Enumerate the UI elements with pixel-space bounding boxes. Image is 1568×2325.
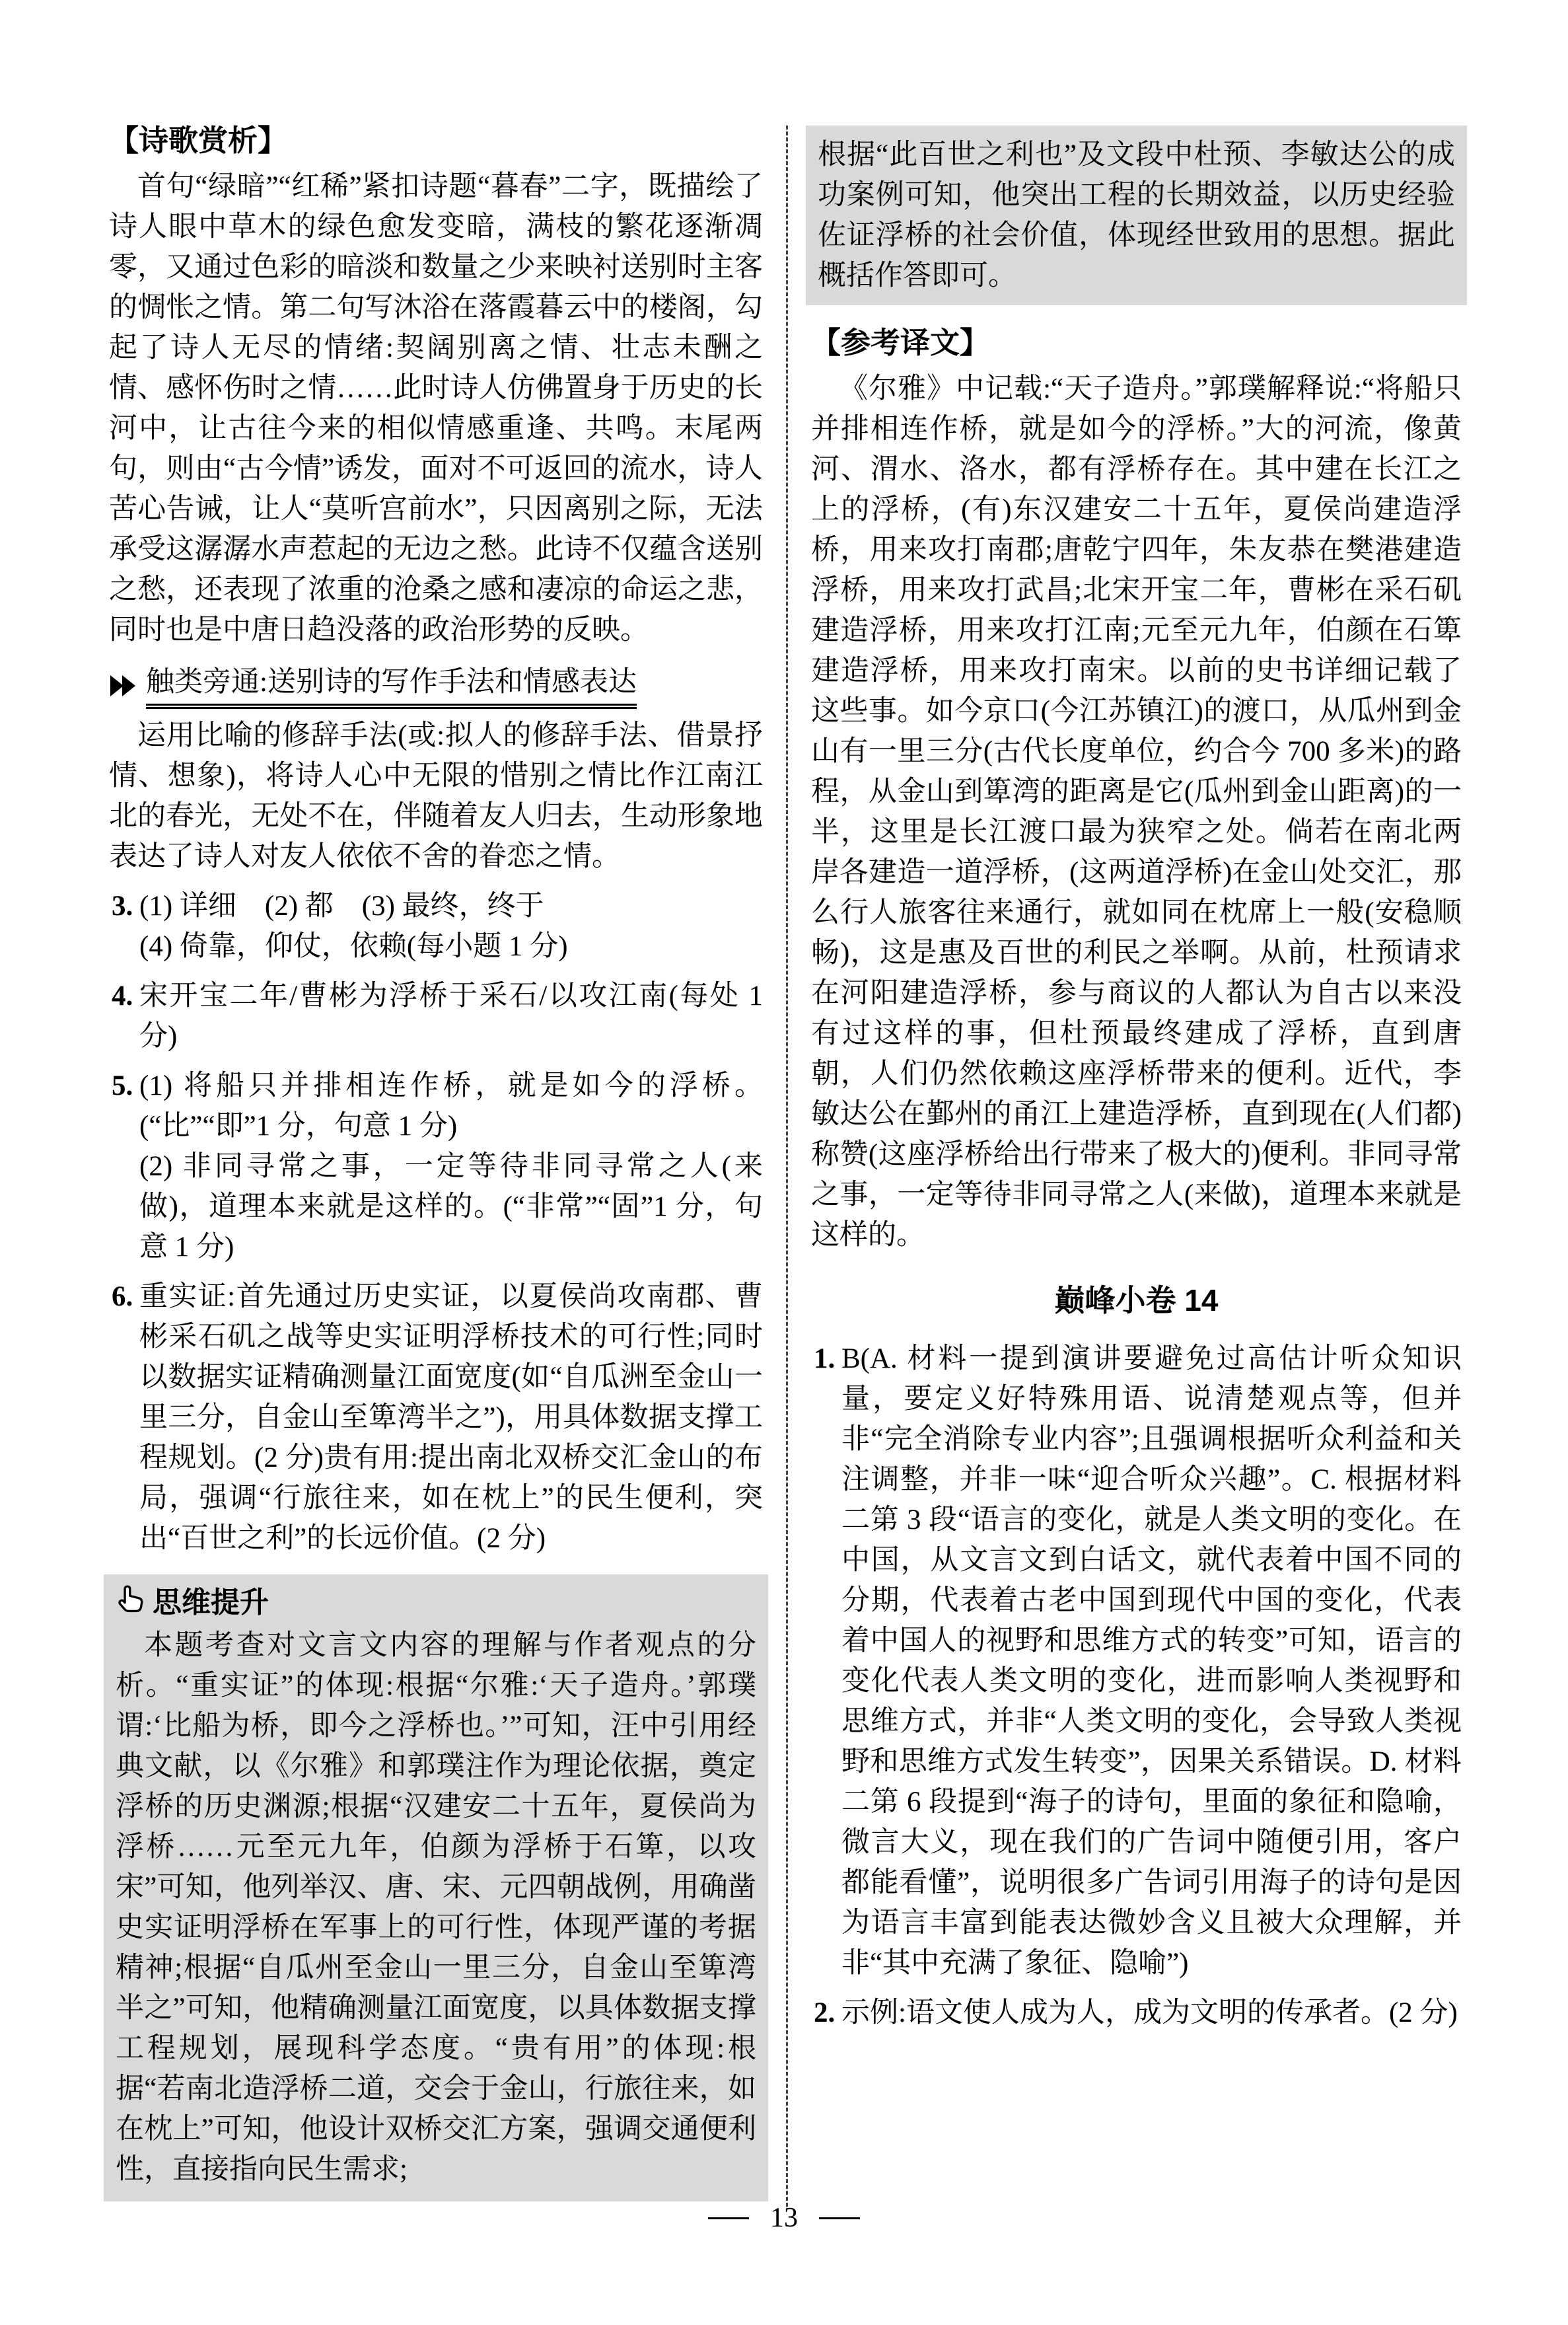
- analogy-title: 触类旁通:送别诗的写作手法和情感表达: [146, 662, 637, 709]
- page-number: 13: [770, 2203, 798, 2233]
- answer-line: (1) 将船只并排相连作桥，就是如今的浮桥。(“比”“即”1 分，句意 1 分): [139, 1070, 763, 1142]
- analogy-header: [109, 662, 763, 709]
- footer-left-rule: [708, 2217, 749, 2219]
- answer-item-5: [109, 1066, 763, 1267]
- right-column: [811, 120, 1462, 2033]
- answer-line: (4) 倚靠，仰仗，依赖(每小题 1 分): [139, 931, 568, 962]
- answer-item-4: [109, 976, 763, 1056]
- paper-header: 巅峰小卷 14: [1054, 1283, 1219, 1317]
- thinking-box: [104, 1574, 768, 2201]
- reference-translation-title: 【参考译文】: [811, 326, 990, 359]
- page-footer: [0, 2204, 1568, 2232]
- thinking-box-header: [116, 1582, 756, 1623]
- footer-right-rule: [819, 2217, 860, 2219]
- pointing-hand-icon: [116, 1582, 146, 1623]
- thinking-box-continuation-body: 根据“此百世之利也”及文段中杜预、李敏达公的成功案例可知，他突出工程的长期效益，以历史经验佐证浮桥的社会价值，体现经世致用的思想。据此概括作答即可。: [818, 139, 1455, 291]
- answer-line: (1) 详细 (2) 都 (3) 最终，终于: [139, 891, 544, 922]
- answer-item-3: [109, 886, 763, 967]
- answer-number: 2.: [814, 1997, 836, 2028]
- analogy-body: 运用比喻的修辞手法(或:拟人的修辞手法、借景抒情、想象)，将诗人心中无限的惜别之情比作江南江北的春光，无处不在，伴随着友人归去，生动形象地表达了诗人对友人依依不舍的眷恋之情。: [109, 720, 763, 872]
- answer-line: (2) 非同寻常之事，一定等待非同寻常之人(来做)，道理本来就是这样的。(“非常”“固”1 分，句意 1 分): [139, 1151, 763, 1263]
- double-right-arrows-icon: [109, 675, 138, 697]
- poem-appreciation-body: 首句“绿暗”“红稀”紧扣诗题“暮春”二字，既描绘了诗人眼中草木的绿色愈发变暗，满枝的繁花逐渐凋零，又通过色彩的暗淡和数量之少来映衬送别时主客的惆怅之情。第二句写沐浴在落霞暮云中的楼阁，勾起了诗人无尽的情绪:契阔别离之情、壮志未酬之情、感怀伤时之情……此时诗人仿佛置身于历史的长河中，让古往今来的相似情感重逢、共鸣。末尾两句，则由“古今情”诱发，面对不可返回的流水，诗人苦心告诫，让人“莫听宫前水”，只因离别之际，无法承受这潺潺水声惹起的无边之愁。此诗不仅蕴含送别之愁，还表现了浓重的沧桑之感和凄凉的命运之悲，同时也是中唐日趋没落的政治形势的反映。: [109, 171, 763, 646]
- left-column: [109, 120, 763, 2201]
- poem-appreciation-title: 【诗歌赏析】: [109, 124, 288, 157]
- answer-line: 重实证:首先通过历史实证，以夏侯尚攻南郡、曹彬采石矶之战等史实证明浮桥技术的可行性;同时以数据实证精确测量江面宽度(如“自瓜洲至金山一里三分，自金山至箄湾半之”)，用具体数据支撑工程规划。(2 分)贵有用:提出南北双桥交汇金山的布局，强调“行旅往来，如在枕上”的民生便利，突出“百世之利”的长远价值。(2 分): [139, 1281, 763, 1554]
- answer-item-2: [811, 1993, 1462, 2033]
- answer-line: B(A. 材料一提到演讲要避免过高估计听众知识量，要定义好特殊用语、说清楚观点等，但并非“完全消除专业内容”;且强调根据听众利益和关注调整，并非一味“迎合听众兴趣”。C. 根据材料二第 3 段“语言的变化，就是人类文明的变化。在中国，从文言文到白话文，就代表着中国不同的分期，代表着古老中国到现代中国的变化，代表着中国人的视野和思维方式的转变”可知，语言的变化代表人类文明的变化，进而影响人类视野和思维方式，并非“人类文明的变化，会导致人类视野和思维方式发生转变”，因果关系错误。D. 材料二第 6 段提到“海子的诗句，里面的象征和隐喻，微言大义，现在我们的广告词中随便引用，客户都能看懂”，说明很多广告词引用海子的诗句是因为语言丰富到能表达微妙含义且被大众理解，并非“其中充满了象征、隐喻”): [841, 1343, 1462, 1979]
- answer-line: 宋开宝二年/曹彬为浮桥于采石/以攻江南(每处 1 分): [139, 980, 763, 1052]
- answer-number: 6.: [112, 1281, 133, 1312]
- reference-translation-body: 《尔雅》中记载:“天子造舟。”郭璞解释说:“将船只并排相连作桥，就是如今的浮桥。”大的河流，像黄河、渭水、洛水，都有浮桥存在。其中建在长江之上的浮桥，(有)东汉建安二十五年，夏侯尚建造浮桥，用来攻打南郡;唐乾宁四年，朱友恭在樊港建造浮桥，用来攻打武昌;北宋开宝二年，曹彬在采石矶建造浮桥，用来攻打江南;元至元九年，伯颜在石箄建造浮桥，用来攻打南宋。以前的史书详细记载了这些事。如今京口(今江苏镇江)的渡口，从瓜州到金山有一里三分(古代长度单位，约合今 700 多米)的路程，从金山到箄湾的距离是它(瓜州到金山距离)的一半，这里是长江渡口最为狭窄之处。倘若在南北两岸各建造一道浮桥，(这两道浮桥)在金山处交汇，那么行人旅客往来通行，就如同在枕席上一般(安稳顺畅)，这是惠及百世的利民之举啊。从前，杜预请求在河阳建造浮桥，参与商议的人都认为自古以来没有过这样的事，但杜预最终建成了浮桥，直到唐朝，人们仍然依赖这座浮桥带来的便利。近代，李敏达公在鄞州的甬江上建造浮桥，直到现在(人们都)称赞(这座浮桥给出行带来了极大的)便利。非同寻常之事，一定等待非同寻常之人(来做)，道理本来就是这样的。: [811, 373, 1462, 1251]
- column-divider: [786, 126, 788, 2207]
- thinking-box-title: 思维提升: [153, 1586, 269, 1619]
- answer-item-6: [109, 1276, 763, 1559]
- answer-number: 1.: [814, 1343, 836, 1374]
- thinking-box-body: 本题考查对文言文内容的理解与作者观点的分析。“重实证”的体现:根据“尔雅:‘天子造舟。’郭璞谓:‘比船为桥，即今之浮桥也。’”可知，汪中引用经典文献，以《尔雅》和郭璞注作为理论依据，奠定浮桥的历史渊源;根据“汉建安二十五年，夏侯尚为浮桥……元至元九年，伯颜为浮桥于石箄，以攻宋”可知，他列举汉、唐、宋、元四朝战例，用确凿史实证明浮桥在军事上的可行性，体现严谨的考据精神;根据“自瓜州至金山一里三分，自金山至箄湾半之”可知，他精确测量江面宽度，以具体数据支撑工程规划，展现科学态度。“贵有用”的体现:根据“若南北造浮桥二道，交会于金山，行旅往来，如在枕上”可知，他设计双桥交汇方案，强调交通便利性，直接指向民生需求;: [116, 1630, 756, 2185]
- thinking-box-continuation: [806, 126, 1467, 305]
- answer-item-1: [811, 1339, 1462, 1983]
- answer-line: 示例:语文使人成为人，成为文明的传承者。(2 分): [841, 1997, 1458, 2028]
- answer-number: 3.: [112, 891, 133, 922]
- answer-number: 4.: [112, 980, 133, 1012]
- answer-number: 5.: [112, 1070, 133, 1101]
